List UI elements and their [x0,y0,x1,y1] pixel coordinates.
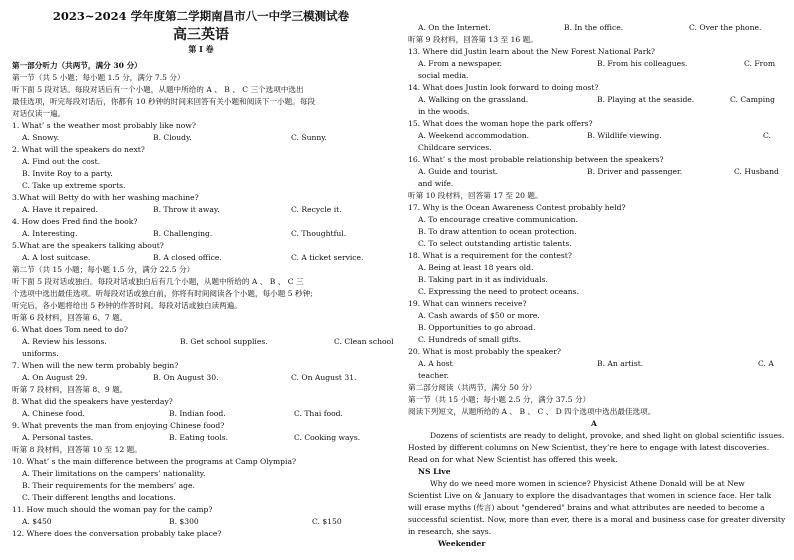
option-c: C. Clean school [334,337,394,346]
option-c: C. Thai food. [294,409,343,418]
option-a: A. Snowy. [22,133,60,142]
option-a: A. A lost suitcase. [22,253,91,262]
option-a: A. A host [418,359,453,368]
option-a: A. To encourage creative communication. [418,215,578,224]
option-c-continued: in the woods. [418,107,470,116]
question-1: 1. What’ s the weather most probably like now? [12,121,196,130]
option-c: C. Over the phone. [689,23,762,32]
option-b: B. Wildlife viewing. [587,131,662,140]
question-16: 16. What’ s the most probable relationship between the speakers? [408,155,664,164]
option-a: A. Chinese food. [22,409,85,418]
question-18: 18. What is a requirement for the contest? [408,251,572,260]
option-a: A. On the Internet. [418,23,491,32]
option-a: A. $450 [22,517,52,526]
section2-instructions: 听下面 5 段对话或独白。每段对话或独白后有几个小题，从题中所给的 A 、 B 、 C 三 [12,277,304,286]
passage-paragraph: Why do we need more women in science? Physicist Athene Donald will be at New [430,479,745,488]
option-b: B. From his colleagues. [597,59,688,68]
option-a: A. Walking on the grassland. [418,95,529,104]
section2-instructions: 个选项中选出最佳选项。听每段对话或独白前，你将有时间阅读各个小题，每小题 5 秒钟; [12,289,313,298]
section1-instructions: 对话仅读一遍。 [12,109,66,118]
part1-heading: 第一部分听力（共两节，满分 30 分） [12,61,142,70]
question-3: 3.What will Betty do with her washing machine? [12,193,199,202]
part2-heading: 第二部分阅读（共两节，满分 50 分） [408,383,537,392]
option-c: C. [763,131,771,140]
passage-paragraph: will erase myths (传言) about "gendered" brains and what attributes are needed to become a [408,503,765,512]
option-b: B. $300 [169,517,199,526]
material-8-intro: 听第 8 段材料，回答第 10 至 12 题。 [12,445,142,454]
option-b: B. On August 30. [153,373,219,382]
exam-title: 2023~2024 学年度第二学期南昌市八一中学三模测试卷 [52,9,350,23]
question-6: 6. What does Tom need to do? [12,325,128,334]
option-b: B. An artist. [597,359,644,368]
section1-instructions: 最佳选项，听完每段对话后，你都有 10 秒钟的时间来回答有关小题和阅读下一小题。每段 [12,97,316,106]
option-c: C. A [758,359,774,368]
subject-title: 高三英语 [173,27,229,43]
passage-letter: A [591,419,597,428]
question-5: 5.What are the speakers talking about? [12,241,164,250]
option-b: B. Cloudy. [153,133,192,142]
option-b: B. Playing at the seaside. [597,95,695,104]
question-10: 10. What’ s the main difference between the programs at Camp Olympia? [12,457,297,466]
option-c: C. Camping [730,95,775,104]
option-c-continued: uniforms. [22,349,59,358]
question-4: 4. How does Fred find the book? [12,217,138,226]
option-c: C. Hundreds of small gifts. [418,335,522,344]
question-7: 7. When will the new term probably begin? [12,361,179,370]
passage-paragraph: Dozens of scientists are ready to delight, provoke, and shed light on global scientific issues. [430,431,785,440]
passage-paragraph: successful scientist. Now, more than ever, there is a moral and business case for greater diversity [408,515,786,524]
option-b: B. To draw attention to ocean protection. [418,227,577,236]
part2-section1-heading: 第一节（共 15 小题；每小题 2.5 分，满分 37.5 分） [408,395,591,404]
option-b: B. Indian food. [169,409,226,418]
question-9: 9. What prevents the man from enjoying Chinese food? [12,421,225,430]
option-b: B. Driver and passenger. [587,167,683,176]
option-c: C. Cooking ways. [294,433,361,442]
option-a: A. Weekend accommodation. [418,131,530,140]
option-c: C. On August 31. [291,373,357,382]
passage-paragraph: Read on for what New Scientist has offered this week. [408,455,618,464]
material-9-intro: 听第 9 段材料，回答第 13 至 16 题。 [408,35,538,44]
section2-instructions: 听完后，各小题将给出 5 秒钟的作答时间。每段对话或独白读两遍。 [12,301,242,310]
question-17: 17. Why is the Ocean Awareness Contest probably held? [408,203,626,212]
option-b: B. Their requirements for the members’ age. [22,481,195,490]
material-7-intro: 听第 7 段材料，回答第 8、9 题。 [12,385,128,394]
option-c-continued: and wife. [418,179,454,188]
question-8: 8. What did the speakers have yesterday? [12,397,173,406]
passage-paragraph: Scientist Live on & January to explore the disadvantages that women in science face. Her talk [408,491,772,500]
option-c: C. Sunny. [291,133,327,142]
section-heading-ns-live: NS Live [418,467,451,476]
option-c: C. Recycle it. [291,205,342,214]
option-a: A. Find out the cost. [22,157,101,166]
option-a: A. Personal tastes. [22,433,94,442]
option-c: C. A ticket service. [291,253,364,262]
volume-label: 第 I 卷 [188,44,214,54]
material-6-intro: 听第 6 段材料，回答第 6、7 题。 [12,313,128,322]
option-c-continued: social media. [418,71,469,80]
option-a: A. On August 29. [22,373,88,382]
option-c: C. Husband [734,167,779,176]
option-b: B. A closed office. [153,253,222,262]
section2-heading: 第二节（共 15 小题；每小题 1.5 分，满分 22.5 分） [12,265,195,274]
material-10-intro: 听第 10 段材料，回答第 17 至 20 题。 [408,191,543,200]
option-b: B. Challenging. [153,229,213,238]
option-a: A. Cash awards of $50 or more. [418,311,540,320]
question-14: 14. What does Justin look forward to doing most? [408,83,599,92]
question-15: 15. What does the woman hope the park offers? [408,119,593,128]
option-a: A. Interesting. [22,229,78,238]
part2-instructions: 阅读下列短文，从题所给的 A 、 B 、 C 、 D 四个选项中选出最佳选项。 [408,407,656,416]
option-a: A. Their limitations on the campers’ nationality. [22,469,206,478]
option-c-continued: Childcare services. [418,143,492,152]
option-b: B. Opportunities to go abroad. [418,323,536,332]
option-c: C. Thoughtful. [291,229,347,238]
option-a: A. From a newspaper. [418,59,503,68]
option-a: A. Guide and tourist. [418,167,499,176]
option-b: B. In the office. [564,23,624,32]
option-c: C. From [744,59,776,68]
option-c: C. To select outstanding artistic talents. [418,239,572,248]
section1-heading: 第一节（共 5 小题；每小题 1.5 分，满分 7.5 分） [12,73,185,82]
option-b: B. Eating tools. [169,433,229,442]
option-a: A. Have it repaired. [22,205,98,214]
question-19: 19. What can winners receive? [408,299,527,308]
option-b: B. Get school supplies. [180,337,268,346]
option-b: B. Throw it away. [153,205,220,214]
option-a: A. Review his lessons. [22,337,107,346]
option-b: B. Invite Roy to a party. [22,169,113,178]
option-b: B. Taking part in it as individuals. [418,275,548,284]
section1-instructions: 听下面 5 段对话。每段对话后有一个小题，从题中所给的 A 、 B 、 C 三个选项中选出 [12,85,304,94]
option-c: C. Their different lengths and locations. [22,493,176,502]
question-11: 11. How much should the woman pay for the camp? [12,505,213,514]
option-c: C. Take up extreme sports. [22,181,126,190]
option-c: C. $150 [312,517,342,526]
question-12: 12. Where does the conversation probably take place? [12,529,222,538]
question-2: 2. What will the speakers do next? [12,145,145,154]
question-13: 13. Where did Justin learn about the New Forest National Park? [408,47,655,56]
section-heading-weekender: Weekender [438,539,486,548]
passage-paragraph: in research, she says. [408,527,492,536]
option-c: C. Expressing the need to protect oceans. [418,287,579,296]
option-c-continued: teacher. [418,371,449,380]
question-20: 20. What is most probably the speaker? [408,347,561,356]
passage-paragraph: Hosted by different columns on New Scientist, they’re here to engage with latest discoveries. [408,443,770,452]
option-a: A. Being at least 18 years old. [418,263,534,272]
